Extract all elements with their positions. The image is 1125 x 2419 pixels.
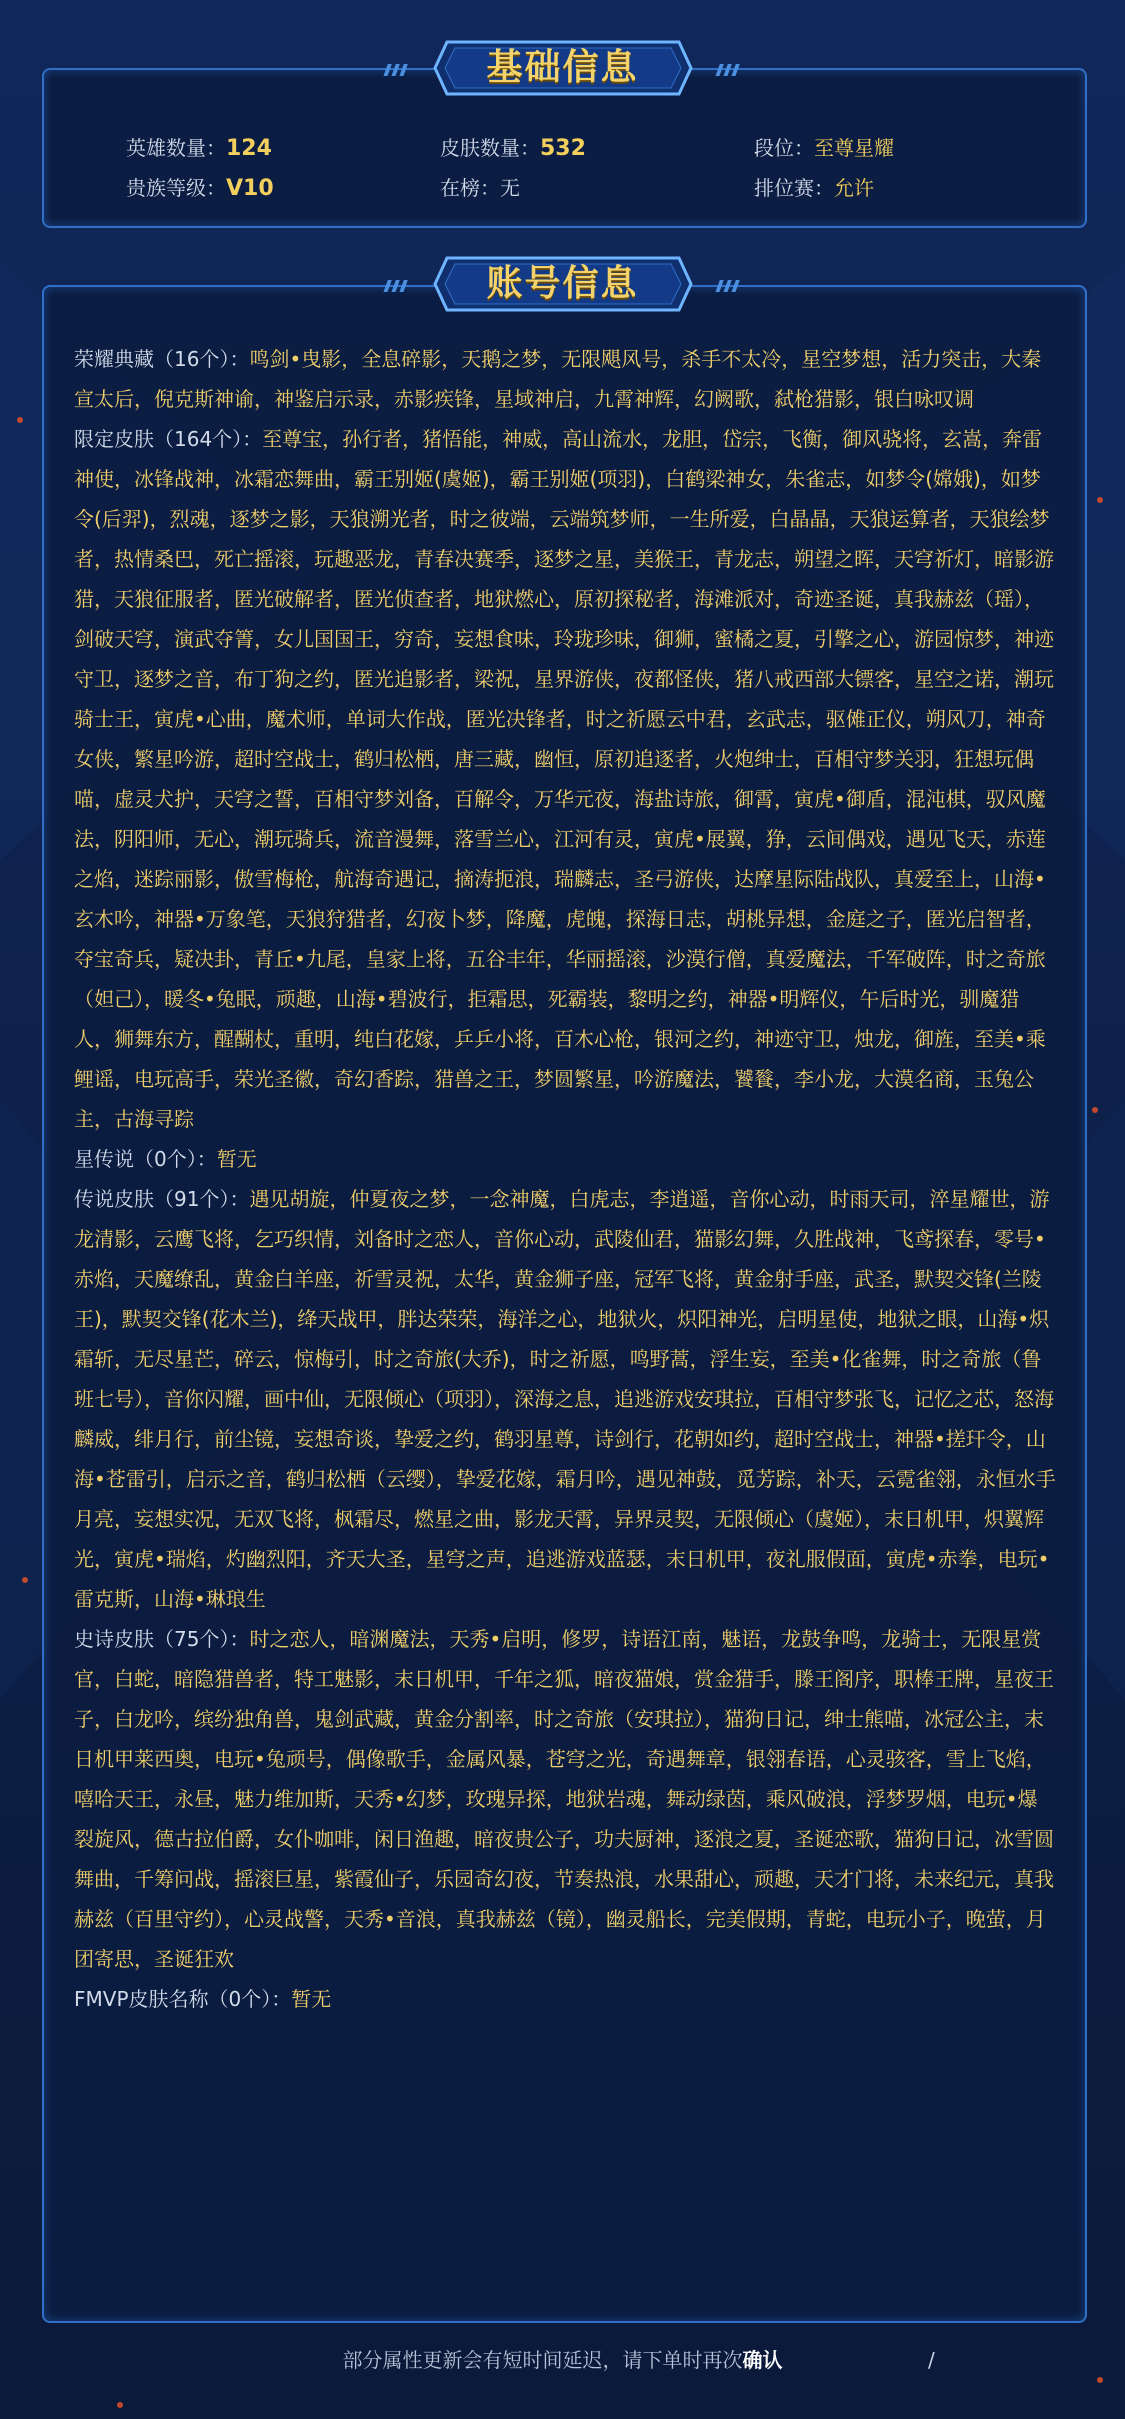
skin-count: 皮肤数量：532 xyxy=(440,136,586,161)
section-epic-skins: 史诗皮肤（75个）：时之恋人，暗渊魔法，天秀•启明，修罗，诗语江南，魅语，龙鼓争鸣，龙骑士，无限星赏官，白蛇，暗隐猎兽者，特工魅影，末日机甲，千年之狐，暗夜猫娘，赏金猎手，滕王阁序，职棒王牌，星夜王子，白龙吟，缤纷独角兽，鬼剑武藏，黄金分割率，时之奇旅（安琪拉），猫狗日记，绅士熊喵，冰冠公主，末日机甲莱西奥，电玩•兔顽号，偶像歌手，金属风暴，苍穹之光，奇遇舞章，银翎春语，心灵骇客，雪上飞焰，嘻哈天王，永昼，魅力维加斯，天秀•幻梦，玫瑰异探，地狱岩魂，舞动绿茵，乘风破浪，浮梦罗烟，电玩•爆裂旋风，德古拉伯爵，女仆咖啡，闲日渔趣，暗夜贵公子，功夫厨神，逐浪之夏，圣诞恋歌，猫狗日记，冰雪圆舞曲，千筹问战，摇滚巨星，紫霞仙子，乐园奇幻夜，节奏热浪，水果甜心，顽趣，天才门将，未来纪元，真我赫兹（百里守约），心灵战警，天秀•音浪，真我赫兹（镜），幽灵船长，完美假期，青蛇，电玩小子，晚萤，月团寄思，圣诞狂欢 xyxy=(74,1627,1054,1971)
account-info-title-text: 账号信息 xyxy=(486,263,639,304)
cursor-mark-icon: / xyxy=(928,2348,935,2372)
hero-count: 英雄数量：124 xyxy=(126,136,272,161)
account-info-panel xyxy=(42,285,1087,2323)
basic-info-title-text: 基础信息 xyxy=(486,47,639,88)
basic-info-title xyxy=(433,40,693,96)
section-limited-skins: 限定皮肤（164个）：至尊宝，孙行者，猪悟能，神威，高山流水，龙胆，岱宗，飞衡，御风骁将，玄嵩，奔雷神使，冰锋战神，冰霜恋舞曲，霸王别姬(虞姬)，霸王别姬(项羽)，白鹤梁神女，朱雀志，如梦令(嫦娥)，如梦令(后羿)，烈魂，逐梦之影，天狼溯光者，时之彼端，云端筑梦师，一生所爱，白晶晶，天狼运算者，天狼绘梦者，热情桑巴，死亡摇滚，玩趣恶龙，青春决赛季，逐梦之星，美猴王，青龙志，朔望之晖，天穹祈灯，暗影游猎，天狼征服者，匿光破解者，匿光侦查者，地狱燃心，原初探秘者，海滩派对，奇迹圣诞，真我赫兹（瑶），剑破天穹，演武夺箐，女儿国国王，穷奇，妄想食味，玲珑珍味，御狮，蜜橘之夏，引擎之心，游园惊梦，神迹守卫，逐梦之音，布丁狗之约，匿光追影者，梁祝，星界游侠，夜都怪侠，猪八戒西部大镖客，星空之诺，潮玩骑士王，寅虎•心曲，魔术师，单词大作战，匿光决锋者，时之祈愿云中君，玄武志，驱傩正仪，朔风刀，神奇女侠，繁星吟游，超时空战士，鹤归松栖，唐三藏，幽恒，原初追逐者，火炮绅士，百相守梦关羽，狂想玩偶喵，虚灵犬护，天穹之誓，百相守梦刘备，百解令，万华元夜，海盐诗旅，御霄，寅虎•御盾，混沌棋，驭风魔法，阴阳师，无心，潮玩骑兵，流音漫舞，落雪兰心，江河有灵，寅虎•展翼，狰，云间偶戏，遇见飞天，赤莲之焰，迷踪丽影，傲雪梅枪，航海奇遇记，摘涛扼浪，瑞麟志，圣弓游侠，达摩星际陆战队，真爱至上，山海•玄木吟，神器•万象笔，天狼狩猎者，幻夜卜梦，降魔，虎魄，探海日志，胡桃异想，金庭之子，匿光启智者，夺宝奇兵，疑决卦，青丘•九尾，皇家上将，五谷丰年，华丽摇滚，沙漠行僧，真爱魔法，千军破阵，时之奇旅（妲己），暖冬•兔眠，顽趣，山海•碧波行，拒霜思，死霸装，黎明之约，神器•明辉仪，午后时光，驯魔猎人，狮舞东方，醒醐杖，重明，纯白花嫁，乒乒小将，百木心枪，银河之约，神迹守卫，烛龙，御旌，至美•乘鲤谣，电玩高手，荣光圣徽，奇幻香踪，猎兽之王，梦圆繁星，吟游魔法，饕餮，李小龙，大漠名商，玉兔公主，古海寻踪 xyxy=(74,427,1054,1131)
footer-note-text: 部分属性更新会有短时间延迟，请下单时再次 xyxy=(342,2348,743,2372)
ranked-list: 在榜：无 xyxy=(440,176,520,200)
rank: 段位：至尊星耀 xyxy=(754,136,894,160)
footer-note xyxy=(0,2344,1125,2373)
section-glory-collection: 荣耀典藏（16个）：鸣剑•曳影，全息碎影，天鹅之梦，无限飓风号，杀手不太冷，星空梦想，活力突击，大秦宣太后，倪克斯神谕，神鉴启示录，赤影疾锋，星域神启，九霄神辉，幻阙歌，弑枪猎影，银白咏叹调 xyxy=(74,347,1042,411)
footer-confirm-text: 确认 xyxy=(742,2348,783,2372)
section-legend-skins: 传说皮肤（91个）：遇见胡旋，仲夏夜之梦，一念神魔，白虎志，李逍遥，音你心动，时雨天司，淬星耀世，游龙清影，云鹰飞将，乞巧织情，刘备时之恋人，音你心动，武陵仙君，猫影幻舞，久胜战神，飞鸢探春，零号•赤焰，天魔缭乱，黄金白羊座，祈雪灵祝，太华，黄金狮子座，冠军飞将，黄金射手座，武圣，默契交锋(兰陵王)，默契交锋(花木兰)，绛天战甲，胖达荣荣，海洋之心，地狱火，炽阳神光，启明星使，地狱之眼，山海•炽霜斩，无尽星芒，碎云，惊梅引，时之奇旅(大乔)，时之祈愿，鸣野蒿，浮生妄，至美•化雀舞，时之奇旅（鲁班七号），音你闪耀，画中仙，无限倾心（项羽），深海之息，追逃游戏安琪拉，百相守梦张飞，记忆之芯，怒海麟威，绯月行，前尘镜，妄想奇谈，挚爱之约，鹤羽星尊，诗剑行，花朝如约，超时空战士，神器•搓玕令，山海•苍雷引，启示之音，鹤归松栖（云缨），挚爱花嫁，霜月吟，遇见神鼓，觅芳踪，补天，云霓雀翎，永恒水手月亮，妄想实况，无双飞将，枫霜尽，燃星之曲，影龙天霄，异界灵契，无限倾心（虞姬），末日机甲，炽翼辉光，寅虎•瑞焰，灼幽烈阳，齐天大圣，星穹之声，追逃游戏蓝瑟，末日机甲，夜礼服假面，寅虎•赤拳，电玩•雷克斯，山海•琳琅生 xyxy=(74,1187,1056,1611)
account-info-content xyxy=(74,339,1056,2019)
section-fmvp-skins: FMVP皮肤名称（0个）：暂无 xyxy=(74,1987,332,2011)
section-star-legend: 星传说（0个）：暂无 xyxy=(74,1147,257,1171)
noble-level: 贵族等级：V10 xyxy=(126,176,274,201)
account-info-title xyxy=(433,256,693,312)
ranking-match: 排位赛：允许 xyxy=(754,176,874,200)
